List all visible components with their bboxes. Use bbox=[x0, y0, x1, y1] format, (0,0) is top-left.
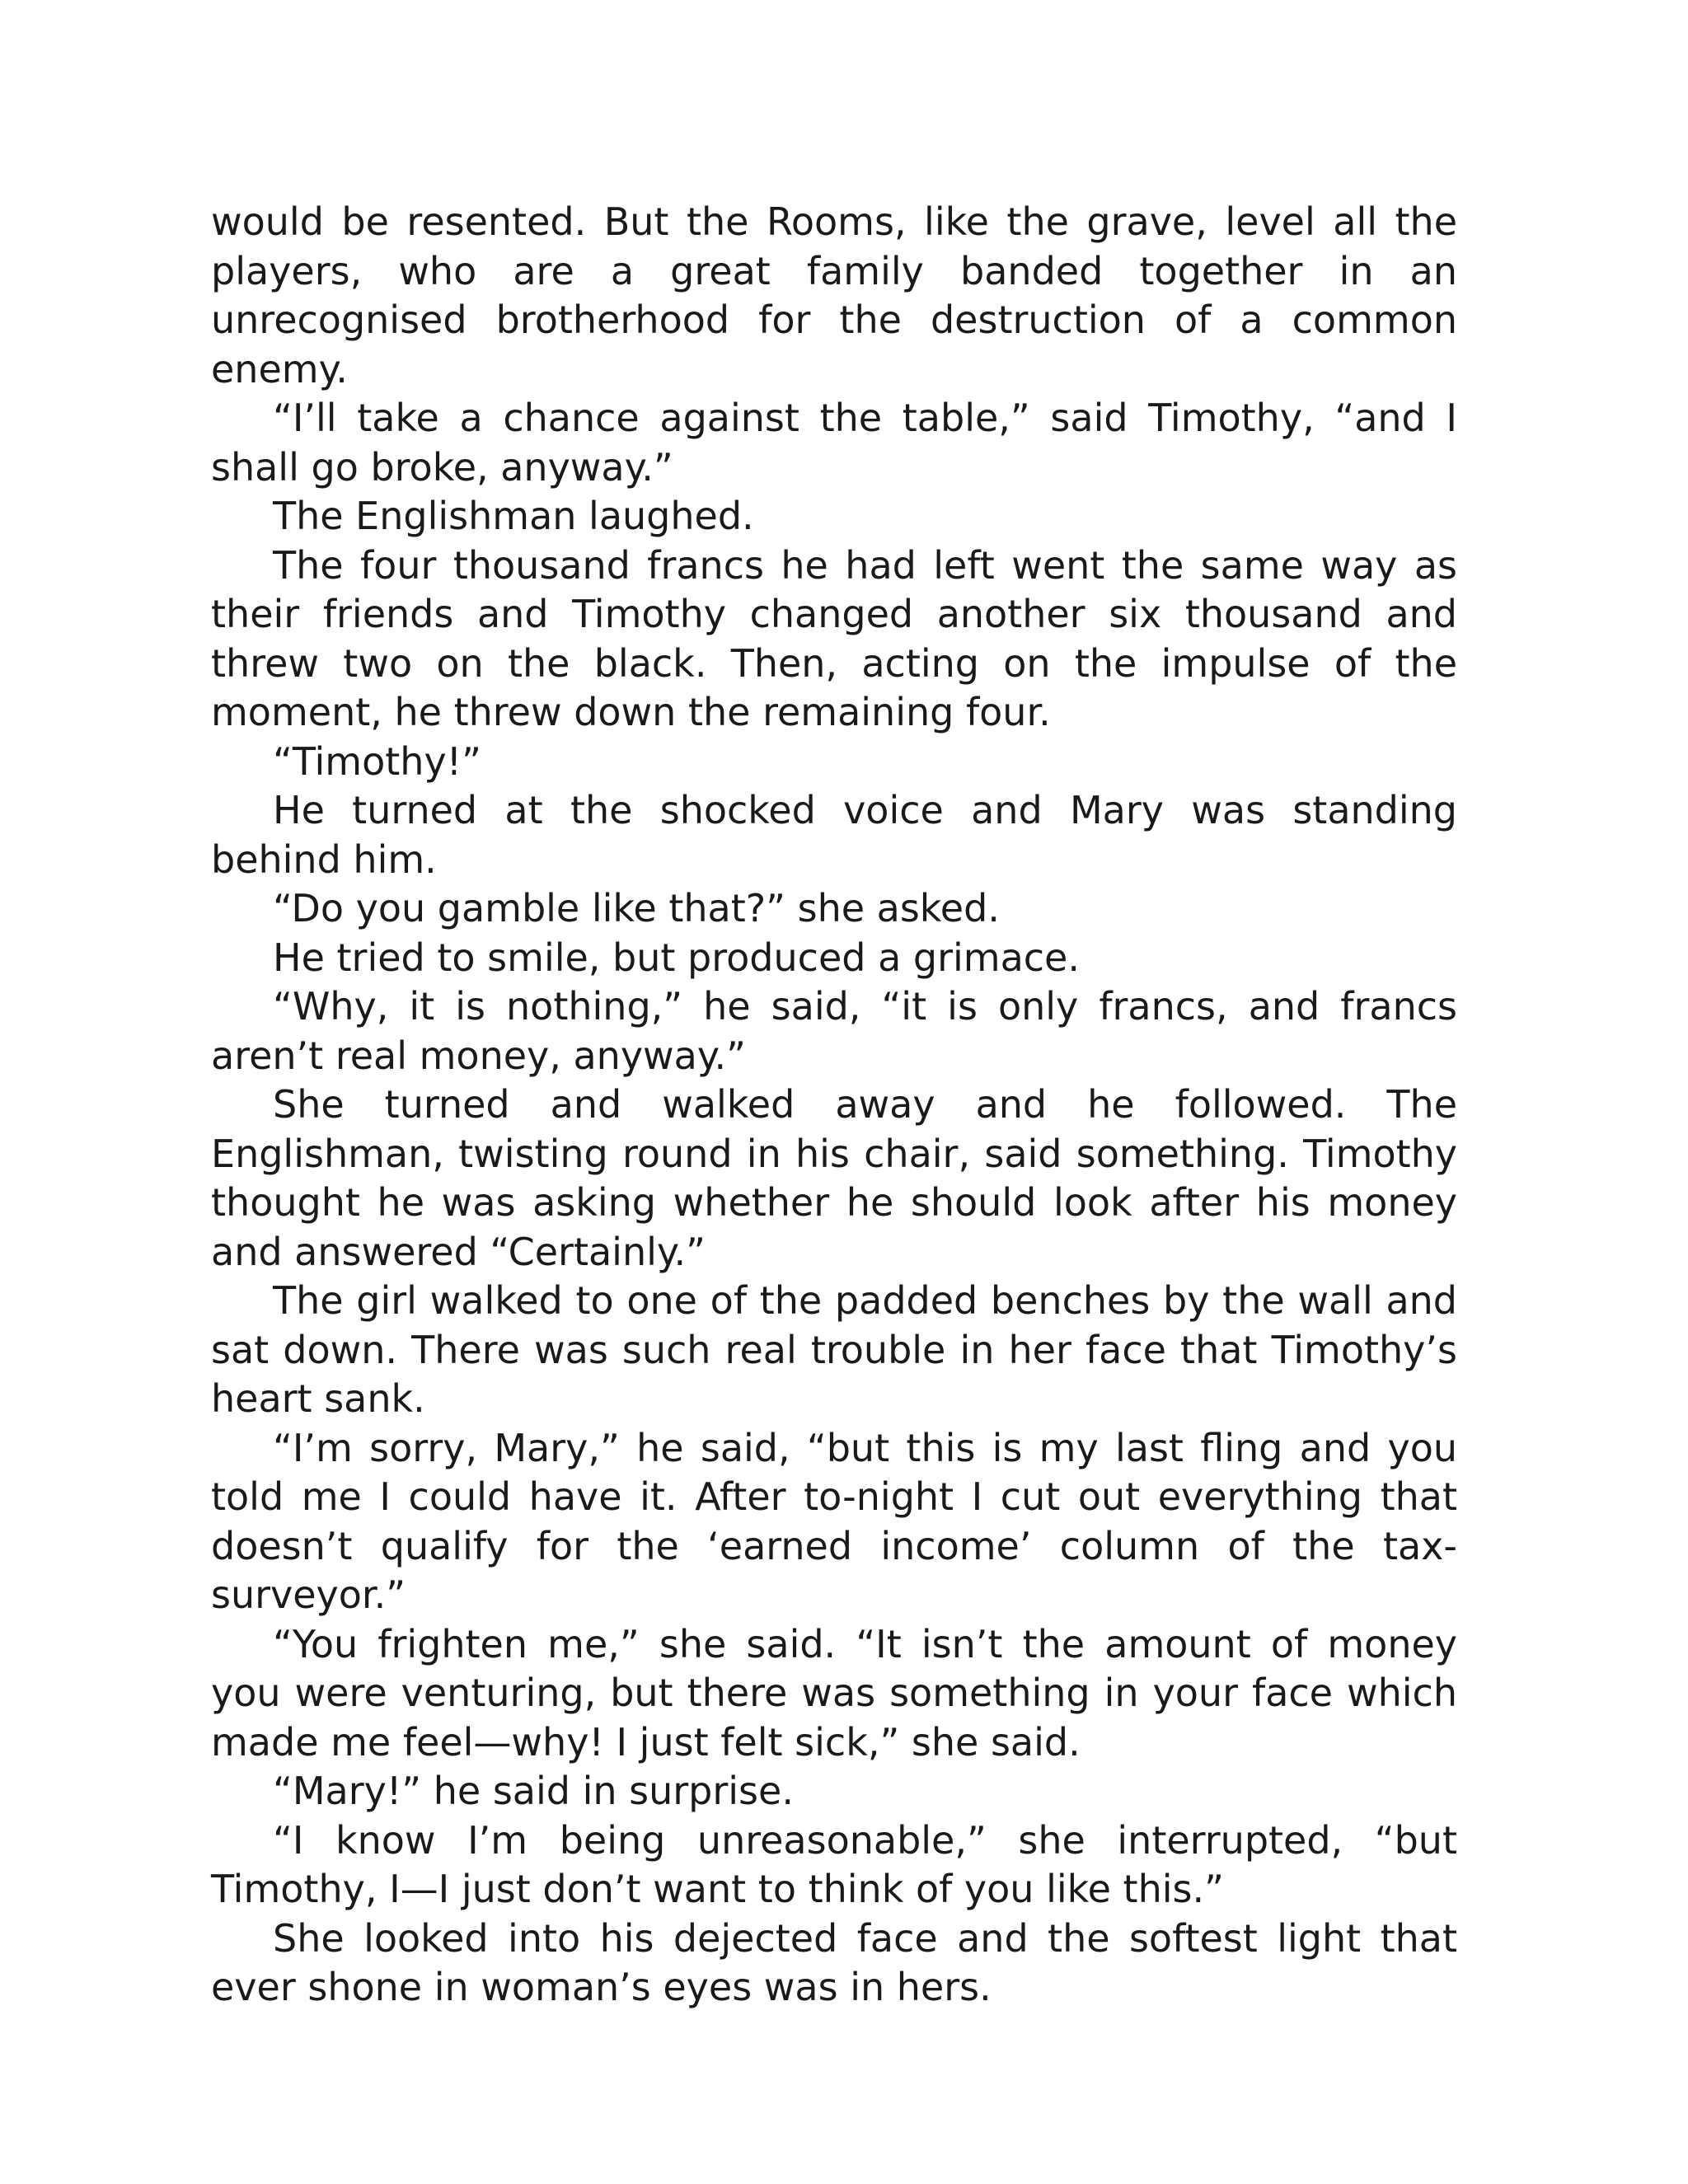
paragraph: She looked into his dejected face and the softest light that ever shone in woman’s eyes was in hers. bbox=[211, 1915, 1457, 2009]
paragraph: He tried to smile, but produced a grimace. bbox=[273, 935, 1080, 980]
paragraph: would be resented. But the Rooms, like the grave, level all the players, who are a great family banded together in an unrecognised brotherhood for the destruction of a common enemy. bbox=[211, 199, 1457, 391]
paragraph: “I’ll take a chance against the table,” said Timothy, “and I shall go broke, anyway.” bbox=[211, 396, 1457, 490]
paragraph: The girl walked to one of the padded benches by the wall and sat down. There was such real trouble in her face that Timothy’s heart sank. bbox=[211, 1278, 1457, 1421]
paragraph: He turned at the shocked voice and Mary was standing behind him. bbox=[211, 788, 1457, 882]
paragraph: “Why, it is nothing,” he said, “it is only francs, and francs aren’t real money, anyway.” bbox=[211, 984, 1457, 1078]
paragraph: The Englishman laughed. bbox=[273, 494, 754, 538]
paragraph: She turned and walked away and he followed. The Englishman, twisting round in his chair, said something. Timothy thought he was asking whether he should look after his money and answered “Certainly.” bbox=[211, 1082, 1457, 1274]
paragraph: The four thousand francs he had left went the same way as their friends and Timothy changed another six thousand and threw two on the black. Then, acting on the impulse of the moment, he threw down the remaining four. bbox=[211, 542, 1457, 734]
paragraph: “Mary!” he said in surprise. bbox=[273, 1769, 794, 1813]
paragraph: “You frighten me,” she said. “It isn’t the amount of money you were venturing, but there was something in your face which made me feel—why! I just felt sick,” she said. bbox=[211, 1621, 1457, 1765]
paragraph: “Do you gamble like that?” she asked. bbox=[273, 886, 1000, 930]
paragraph: “I know I’m being unreasonable,” she interrupted, “but Timothy, I—I just don’t want to think of you like this.” bbox=[211, 1817, 1457, 1911]
paragraph: “Timothy!” bbox=[273, 738, 481, 784]
paragraph: “I’m sorry, Mary,” he said, “but this is my last fling and you told me I could have it. After to-night I cut out everything that doesn’t qualify for the ‘earned income’ column of the tax-surveyor.” bbox=[211, 1425, 1457, 1617]
page-body-text bbox=[211, 198, 1457, 2013]
